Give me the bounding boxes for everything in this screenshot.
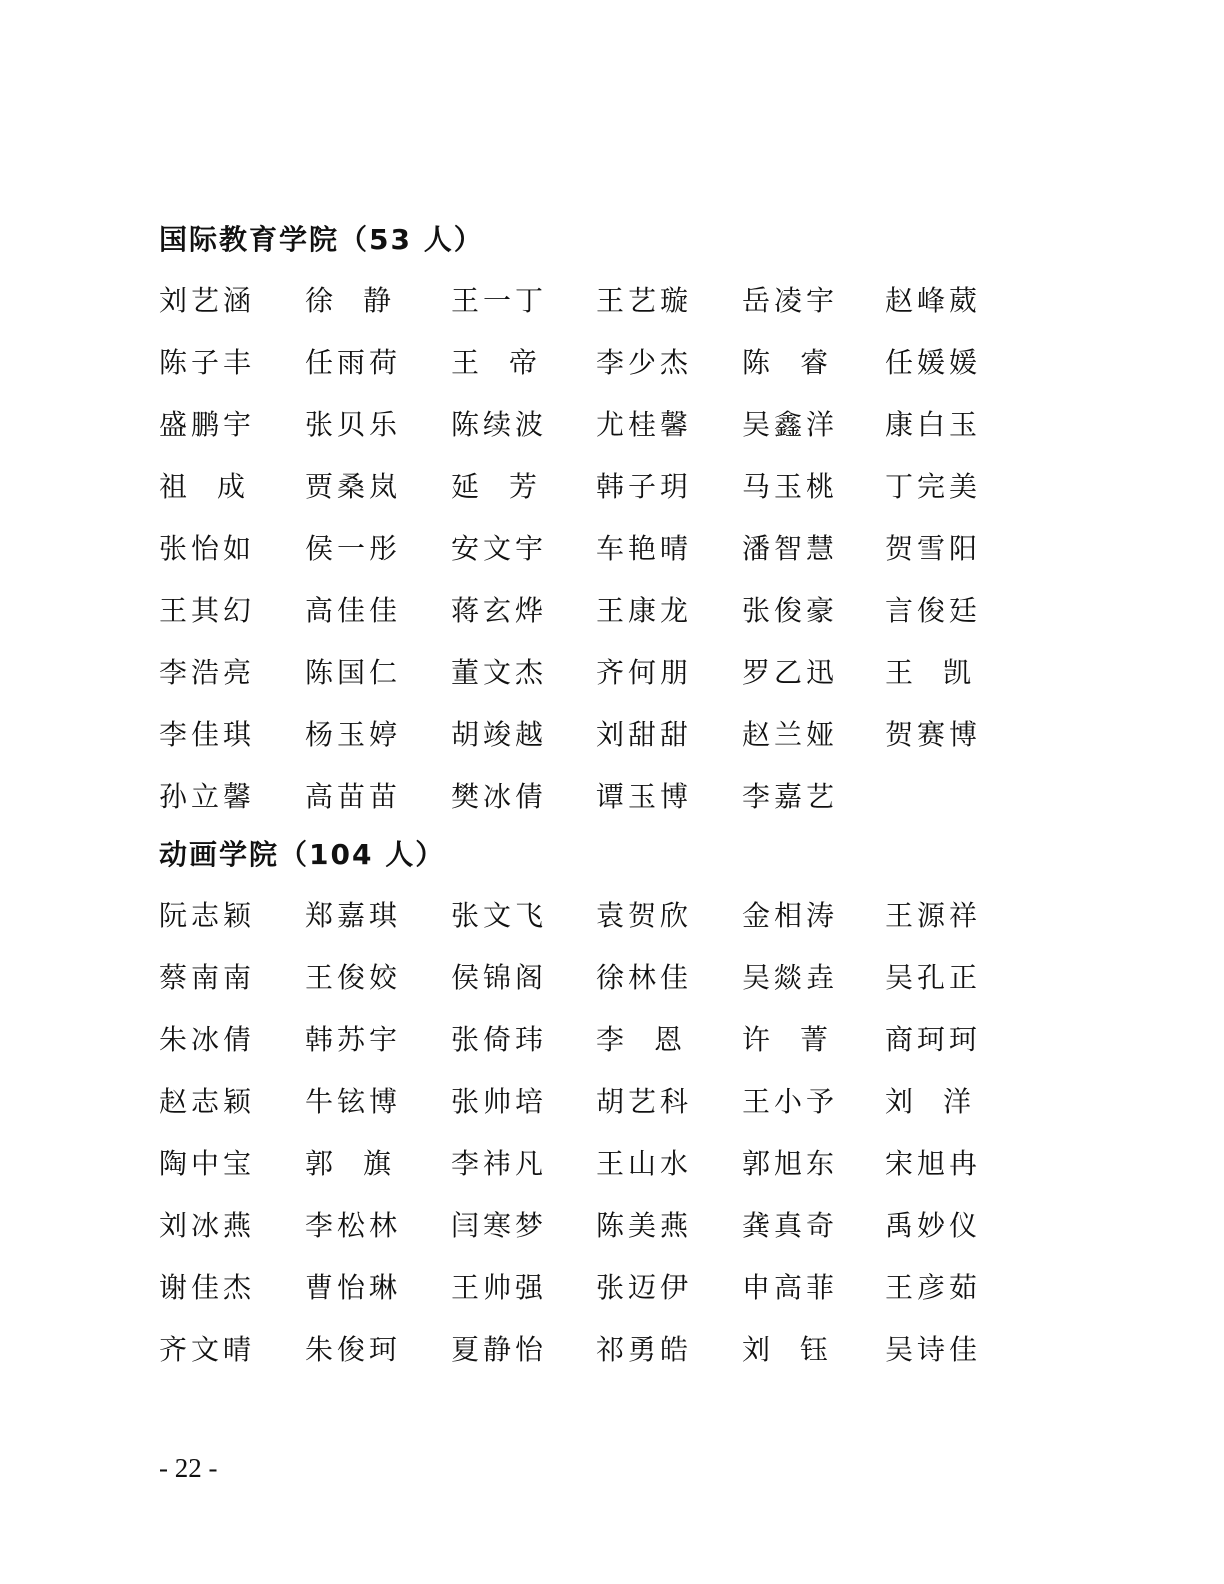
person-name: 吴鑫洋 [742,408,839,441]
person-name: 王山水 [596,1147,693,1180]
person-name: 王小予 [742,1085,839,1118]
person-name: 夏静怡 [451,1333,548,1366]
person-name: 张俊豪 [742,594,839,627]
person-name: 陈子丰 [159,346,256,379]
section-title: 动画学院（104 人） [159,838,446,871]
person-name: 陈睿 [742,346,859,379]
person-name: 张文飞 [451,899,548,932]
person-name: 商珂珂 [885,1023,982,1056]
person-name: 韩苏宇 [305,1023,402,1056]
person-name: 牛铉博 [305,1085,402,1118]
person-name: 许菁 [742,1023,859,1056]
person-name: 李少杰 [596,346,693,379]
person-name: 李嘉艺 [742,780,839,813]
person-name: 延芳 [451,470,568,503]
person-name: 陈续波 [451,408,548,441]
person-name: 袁贺欣 [596,899,693,932]
person-name: 禹妙仪 [885,1209,982,1242]
person-name: 王帝 [451,346,568,379]
person-name: 蔡南南 [159,961,256,994]
person-name: 徐林佳 [596,961,693,994]
person-name: 吴诗佳 [885,1333,982,1366]
person-name: 马玉桃 [742,470,839,503]
person-name: 朱俊珂 [305,1333,402,1366]
page-number: - 22 - [159,1453,218,1483]
person-name: 张怡如 [159,532,256,565]
person-name: 王源祥 [885,899,982,932]
person-name: 徐静 [305,284,422,317]
person-name: 祁勇皓 [596,1333,693,1366]
person-name: 赵峰葳 [885,284,982,317]
person-name: 谢佳杰 [159,1271,256,1304]
person-name: 郑嘉琪 [305,899,402,932]
person-name: 任媛媛 [885,346,982,379]
person-name: 陶中宝 [159,1147,256,1180]
person-name: 孙立馨 [159,780,256,813]
person-name: 贺雪阳 [885,532,982,565]
person-name: 申高菲 [742,1271,839,1304]
person-name: 张倚玮 [451,1023,548,1056]
person-name: 祖成 [159,470,276,503]
person-name: 言俊廷 [885,594,982,627]
person-name: 盛鹏宇 [159,408,256,441]
person-name: 张贝乐 [305,408,402,441]
person-name: 罗乙迅 [742,656,839,689]
person-name: 陈国仁 [305,656,402,689]
person-name: 康白玉 [885,408,982,441]
person-name: 潘智慧 [742,532,839,565]
person-name: 刘洋 [885,1085,1002,1118]
person-name: 王艺璇 [596,284,693,317]
person-name: 郭旗 [305,1147,422,1180]
person-name: 朱冰倩 [159,1023,256,1056]
person-name: 吴孔正 [885,961,982,994]
person-name: 李恩 [596,1023,713,1056]
person-name: 侯一彤 [305,532,402,565]
person-name: 王一丁 [451,284,548,317]
person-name: 任雨荷 [305,346,402,379]
person-name: 宋旭冉 [885,1147,982,1180]
person-name: 王帅强 [451,1271,548,1304]
person-name: 阮志颖 [159,899,256,932]
person-name: 尤桂馨 [596,408,693,441]
person-name: 王俊姣 [305,961,402,994]
person-name: 金相涛 [742,899,839,932]
person-name: 胡竣越 [451,718,548,751]
person-name: 安文宇 [451,532,548,565]
person-name: 侯锦阁 [451,961,548,994]
person-name: 高苗苗 [305,780,402,813]
person-name: 韩子玥 [596,470,693,503]
person-name: 丁完美 [885,470,982,503]
person-name: 杨玉婷 [305,718,402,751]
person-name: 刘钰 [742,1333,859,1366]
person-name: 高佳佳 [305,594,402,627]
person-name: 胡艺科 [596,1085,693,1118]
person-name: 张迈伊 [596,1271,693,1304]
person-name: 李祎凡 [451,1147,548,1180]
person-name: 赵志颖 [159,1085,256,1118]
person-name: 齐何朋 [596,656,693,689]
person-name: 贾桑岚 [305,470,402,503]
person-name: 李佳琪 [159,718,256,751]
person-name: 岳凌宇 [742,284,839,317]
section-title: 国际教育学院（53 人） [159,223,484,256]
person-name: 闫寒梦 [451,1209,548,1242]
person-name: 李松林 [305,1209,402,1242]
person-name: 郭旭东 [742,1147,839,1180]
person-name: 董文杰 [451,656,548,689]
person-name: 陈美燕 [596,1209,693,1242]
person-name: 王凯 [885,656,1002,689]
person-name: 吴燚垚 [742,961,839,994]
person-name: 王彦茹 [885,1271,982,1304]
person-name: 谭玉博 [596,780,693,813]
person-name: 龚真奇 [742,1209,839,1242]
person-name: 张帅培 [451,1085,548,1118]
person-name: 刘甜甜 [596,718,693,751]
person-name: 齐文晴 [159,1333,256,1366]
person-name: 刘艺涵 [159,284,256,317]
person-name: 曹怡琳 [305,1271,402,1304]
person-name: 樊冰倩 [451,780,548,813]
person-name: 刘冰燕 [159,1209,256,1242]
person-name: 蒋玄烨 [451,594,548,627]
person-name: 李浩亮 [159,656,256,689]
person-name: 贺赛博 [885,718,982,751]
person-name: 王其幻 [159,594,256,627]
person-name: 车艳晴 [596,532,693,565]
person-name: 王康龙 [596,594,693,627]
person-name: 赵兰娅 [742,718,839,751]
